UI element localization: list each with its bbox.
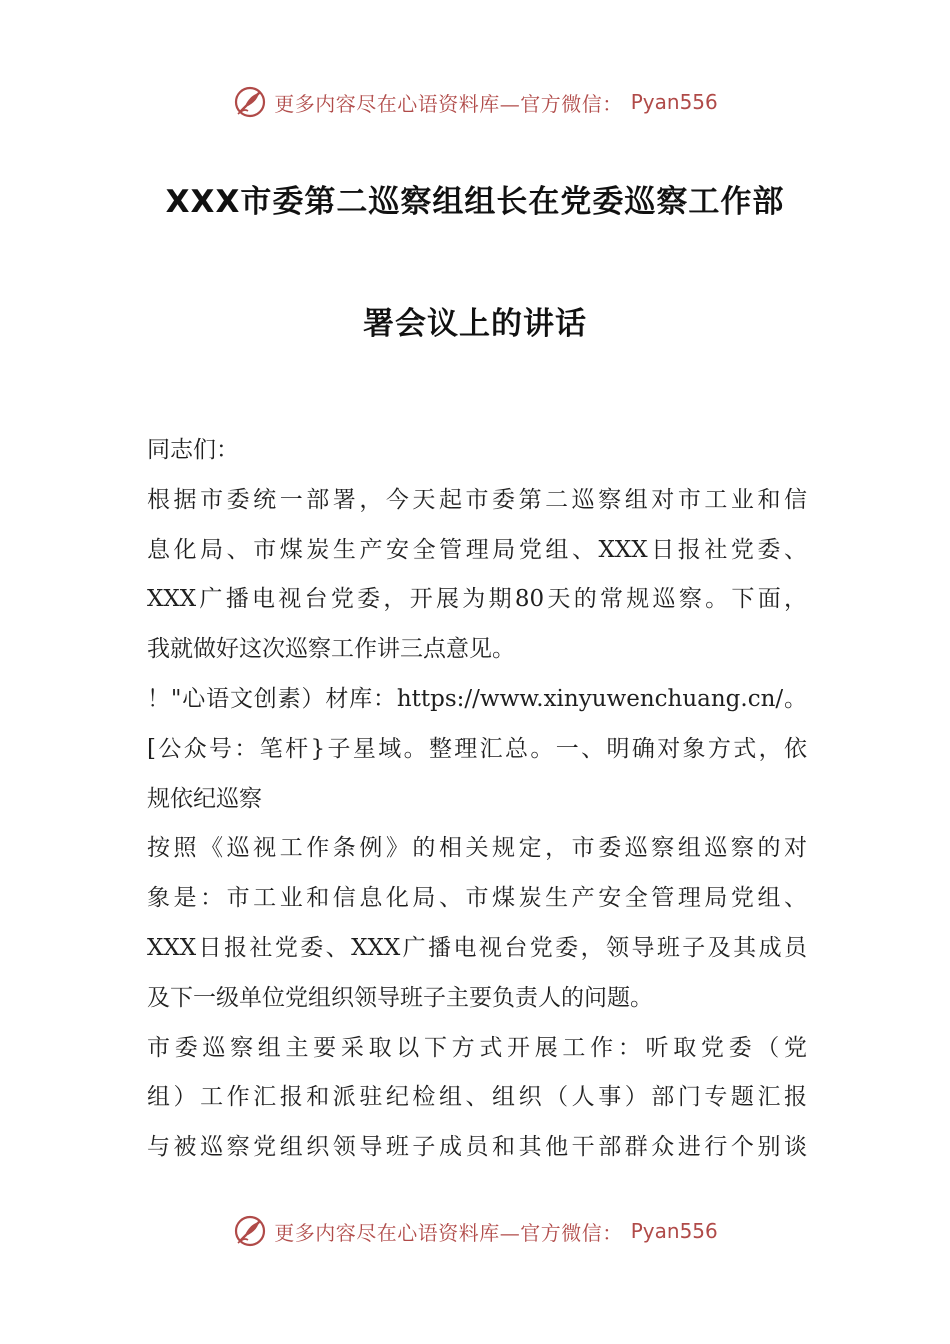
- body-line: 市委巡察组主要采取以下方式开展工作：听取党委（党: [147, 1034, 807, 1061]
- document-body: [147, 426, 807, 1173]
- quill-logo-icon: [232, 84, 268, 120]
- body-line: 我就做好这次巡察工作讲三点意见。: [147, 636, 515, 663]
- body-line: 根据市委统一部署，今天起市委第二巡察组对市工业和信: [147, 486, 807, 513]
- header-banner: [0, 78, 950, 126]
- wechat-id: Pyan556: [630, 1219, 718, 1243]
- page-title-line-2: 署会议上的讲话: [363, 306, 587, 342]
- body-line: 规依纪巡察: [147, 785, 262, 812]
- body-line: [公众号：笔杆}子星域。整理汇总。一、明确对象方式，依: [147, 735, 807, 762]
- body-line: 及下一级单位党组织领导班子主要负责人的问题。: [147, 984, 653, 1011]
- body-line: 组）工作汇报和派驻纪检组、组织（人事）部门专题汇报: [147, 1084, 807, 1111]
- body-line: XXX日报社党委、XXX广播电视台党委，领导班子及其成员: [147, 934, 807, 961]
- body-line: XXX广播电视台党委，开展为期80天的常规巡察。下面，: [147, 586, 807, 613]
- body-line: 象是：市工业和信息化局、市煤炭生产安全管理局党组、: [147, 885, 807, 912]
- quill-logo-icon: [232, 1213, 268, 1249]
- body-line: ！"心语文创素）材库：https://www.xinyuwenchuang.cn/。: [147, 685, 807, 712]
- banner-text: 更多内容尽在心语资料库—官方微信：: [274, 1220, 623, 1245]
- footer-banner: [0, 1207, 950, 1255]
- body-line: 息化局、市煤炭生产安全管理局党组、XXX日报社党委、: [147, 536, 807, 563]
- body-line: 按照《巡视工作条例》的相关规定，市委巡察组巡察的对: [147, 835, 807, 862]
- body-line: 同志们：: [147, 437, 239, 463]
- wechat-id: Pyan556: [630, 90, 718, 114]
- body-line: 与被巡察党组织领导班子成员和其他干部群众进行个别谈: [147, 1134, 807, 1161]
- banner-text: 更多内容尽在心语资料库—官方微信：: [274, 91, 623, 116]
- page-title-line-1: XXX市委第二巡察组组长在党委巡察工作部: [165, 184, 785, 220]
